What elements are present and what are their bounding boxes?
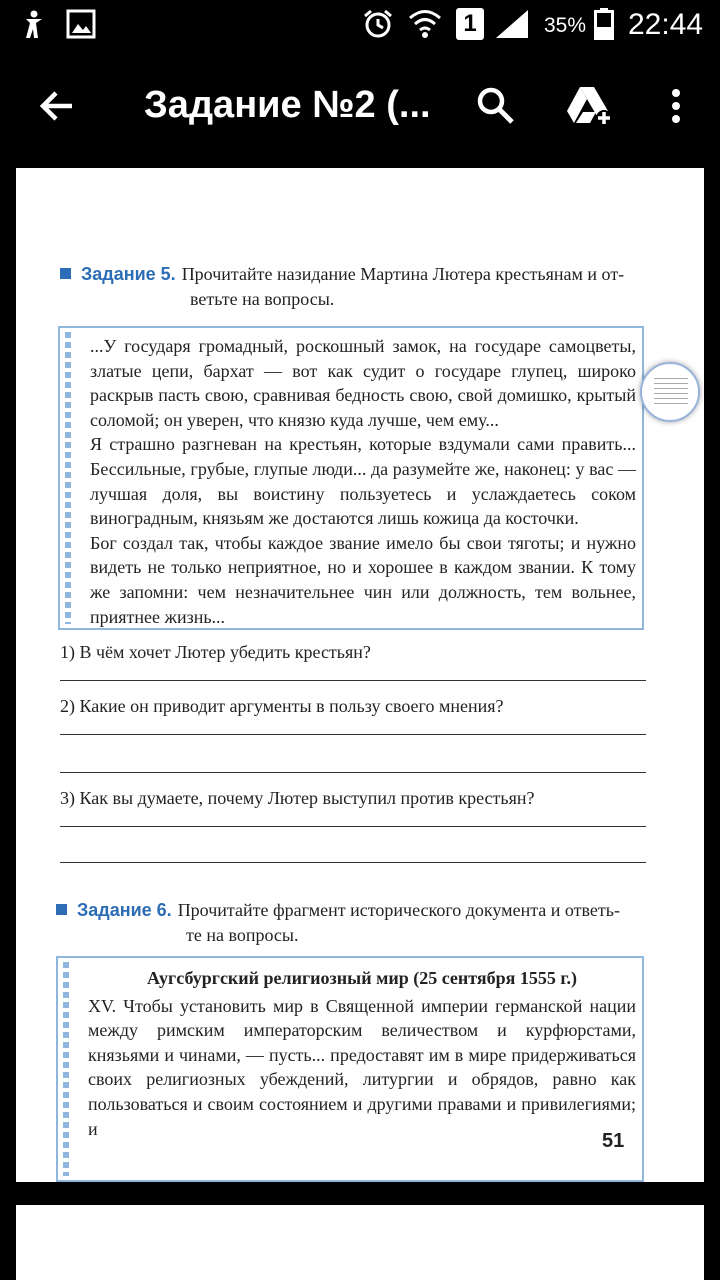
search-button[interactable] xyxy=(470,80,522,132)
app-bar xyxy=(0,50,720,162)
answer-line xyxy=(60,826,646,827)
document-title: Задание №2 (... xyxy=(144,84,431,126)
task-marker-icon xyxy=(56,904,67,915)
document-viewer[interactable] xyxy=(0,162,720,1280)
next-page xyxy=(16,1205,704,1280)
sim-card-icon: 1 xyxy=(456,8,484,40)
accessibility-icon xyxy=(22,10,46,45)
search-icon xyxy=(477,87,515,125)
task6-text-line2: те на вопросы. xyxy=(186,925,299,945)
answer-line xyxy=(60,680,646,681)
drive-add-icon xyxy=(566,85,614,127)
back-arrow-icon xyxy=(38,88,74,124)
answer-line xyxy=(60,862,646,863)
status-bar xyxy=(0,0,720,50)
signal-icon xyxy=(494,8,530,45)
answer-line xyxy=(60,772,646,773)
wifi-icon xyxy=(408,8,442,45)
luther-quote-p2: Я страшно разгневан на крестьян, которые вздумали сами править... Бессильные, грубые, глупые люди... да разумейте же, наконец: у вас — лучшая доля, вы воистину пользуетесь и услаждаетесь соком виноградным, князьям же достаются лишь кожица да косточки. xyxy=(90,434,636,529)
more-options-button[interactable] xyxy=(650,80,702,132)
gallery-icon xyxy=(66,9,96,44)
battery-percent: 35% xyxy=(544,14,587,37)
augsburg-p1: XV. Чтобы установить мир в Священной империи германской нации между римским императорским величеством и курфюрстами, князьями и чинами, — пусть... предоставят им в мире придерживаться своих религиозных убеждений, литургии и обрядов, равно как пользоваться и своим состоянием и другими правами и привилегиями; и xyxy=(88,995,636,1139)
task5-text-line1: Прочитайте назидание Мартина Лютера крестьянам и от- xyxy=(181,264,625,284)
quote-border-decoration xyxy=(62,332,74,624)
task6-text-line1: Прочитайте фрагмент исторического документа и ответь- xyxy=(177,900,620,920)
question-2: 2) Какие он приводит аргументы в пользу своего мнения? xyxy=(60,696,504,716)
task6-label: Задание 6. xyxy=(77,900,172,920)
question-3: 3) Как вы думаете, почему Лютер выступил против крестьян? xyxy=(60,788,535,808)
luther-quote-p1: ...У государя громадный, роскошный замок, на государе самоцветы, златые цепи, бархат — вот как судит о государе глупец, широко раскрыв пасть свою, сравнивая бедность свою, свой домишко, крытый соломой; он уверен, что князю куда лучше, чем ему... xyxy=(90,336,636,430)
augsburg-title: Аугсбургский религиозный мир (25 сентября 1555 г.) xyxy=(146,968,578,988)
more-vert-icon xyxy=(670,88,682,124)
task-marker-icon xyxy=(60,268,71,279)
page-number: 51 xyxy=(602,1130,625,1152)
luther-quote xyxy=(90,334,636,629)
task6-heading xyxy=(56,898,666,948)
task5-text-line2: ветьте на вопросы. xyxy=(190,289,335,309)
page-preview-icon xyxy=(654,378,688,408)
add-to-drive-button[interactable] xyxy=(564,80,616,132)
back-button[interactable] xyxy=(30,80,82,132)
quote-border-decoration xyxy=(60,962,72,1176)
clock: 22:44 xyxy=(628,8,704,41)
battery-icon xyxy=(594,8,614,45)
answer-line xyxy=(60,734,646,735)
task5-heading xyxy=(60,262,660,312)
alarm-icon xyxy=(362,8,394,45)
augsburg-document xyxy=(88,966,636,1141)
page-thumbnail-button[interactable] xyxy=(640,362,700,422)
question-1: 1) В чём хочет Лютер убедить крестьян? xyxy=(60,642,371,662)
document-page xyxy=(16,168,704,1182)
luther-quote-p3: Бог создал так, чтобы каждое звание имело бы свои тяготы; и нужно видеть не только неприятное, но и хорошее в каждом звании. К тому же запомни: чем незначительнее чин или должность, тем вольнее, приятнее жизнь... xyxy=(90,532,636,627)
task5-label: Задание 5. xyxy=(81,264,176,284)
